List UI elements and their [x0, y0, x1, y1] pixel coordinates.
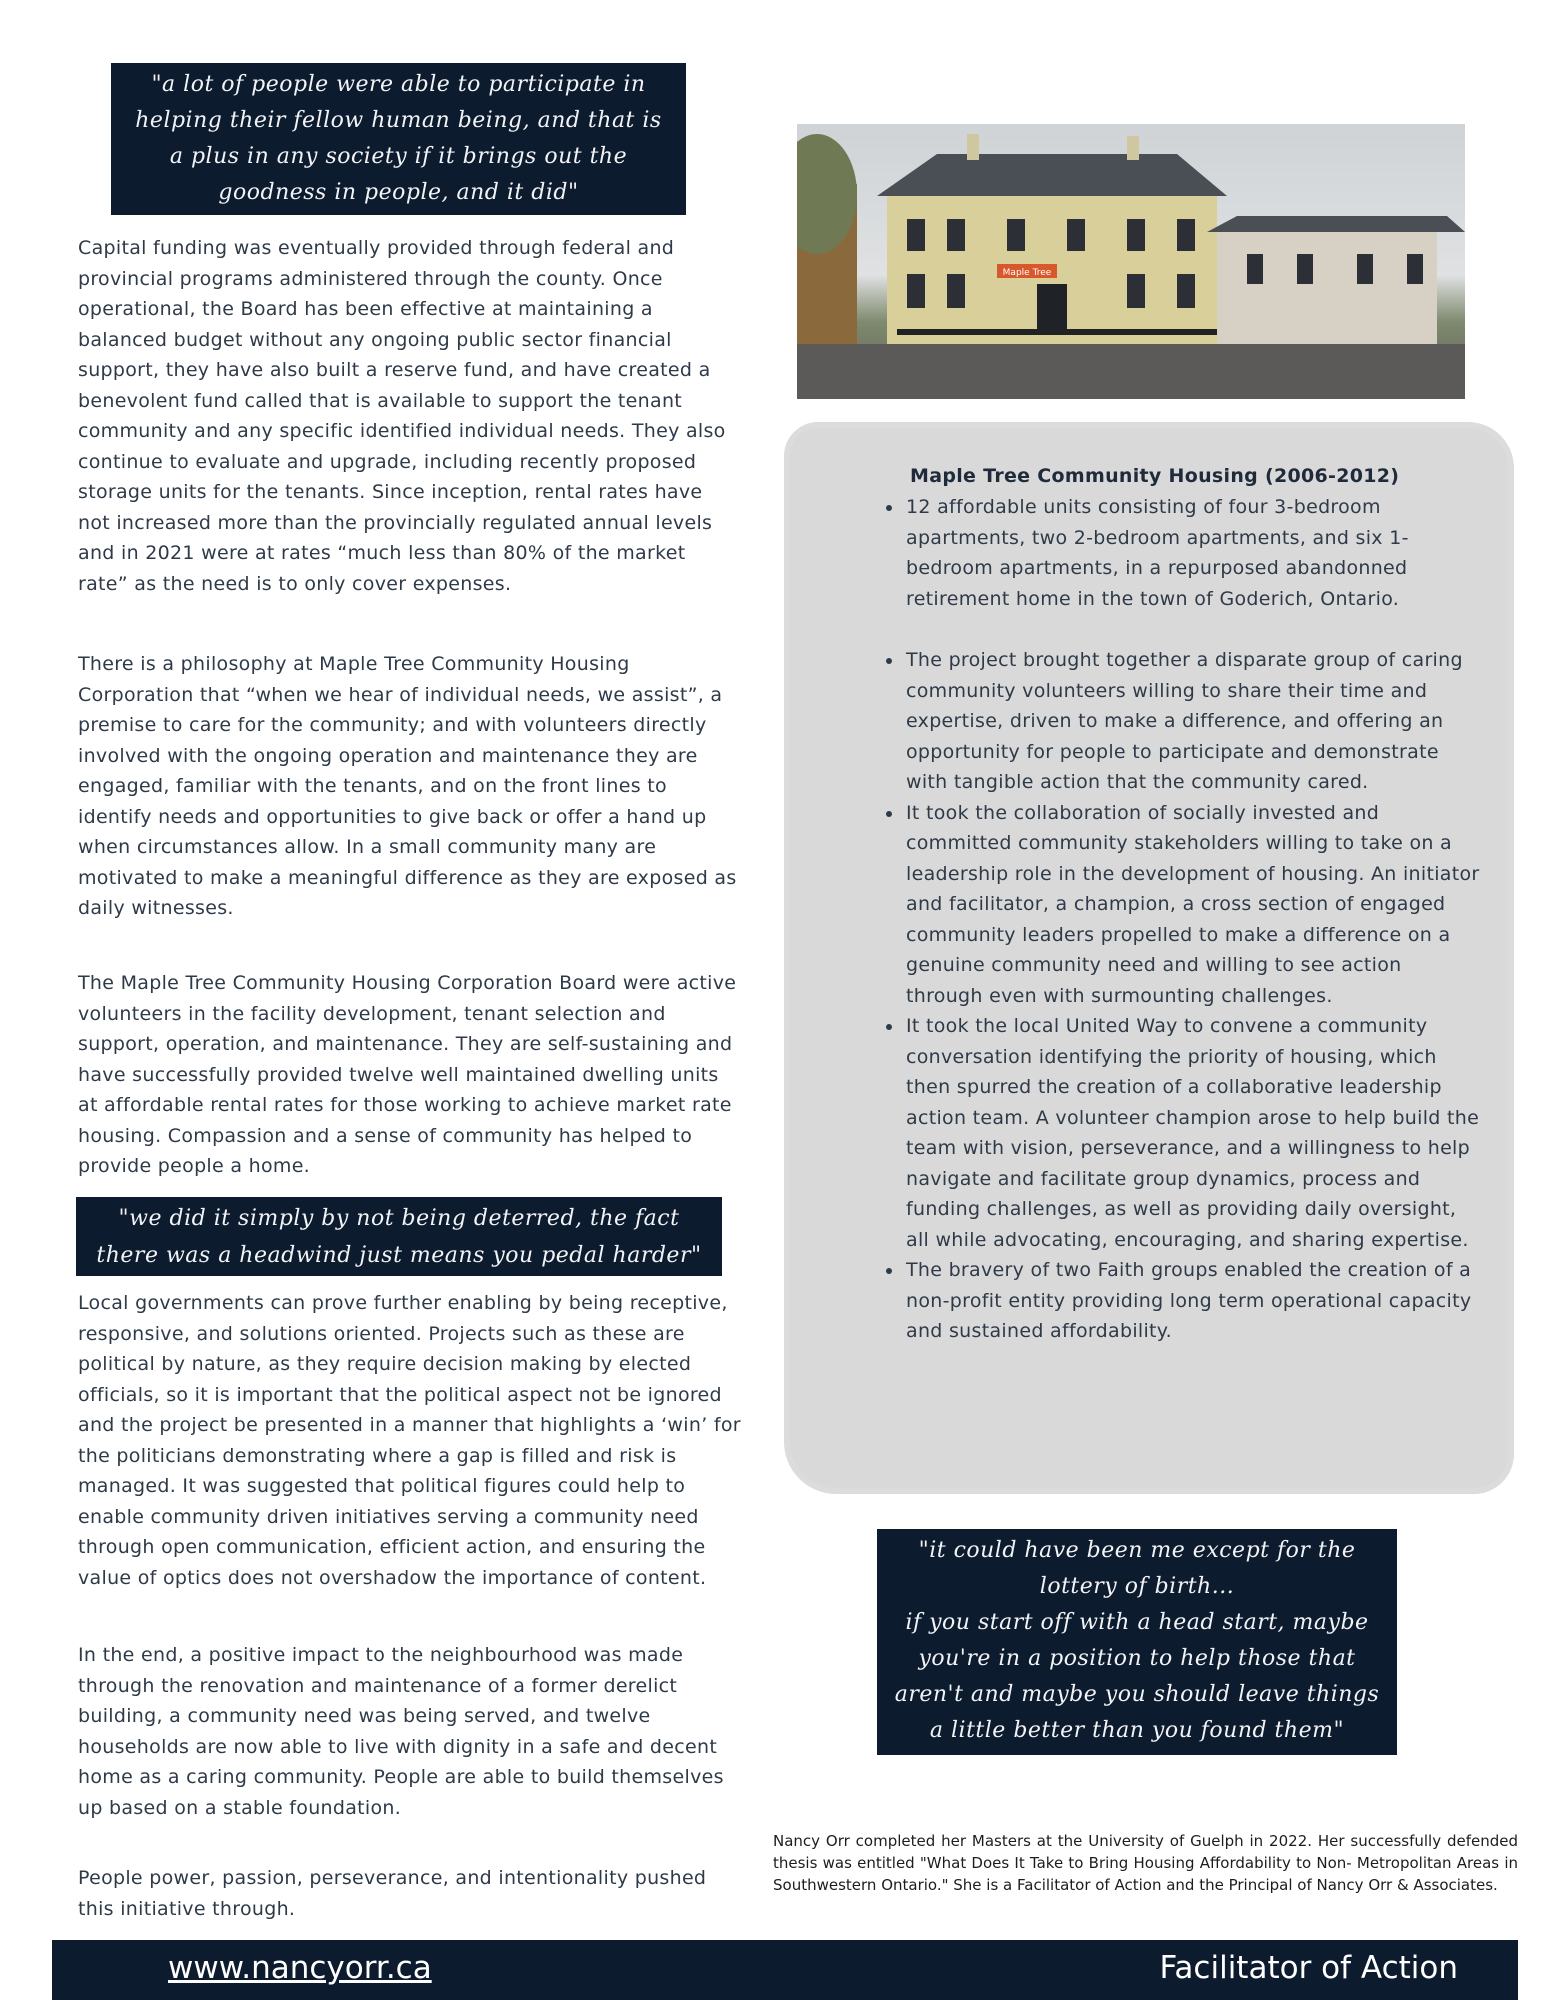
paragraph-philosophy: There is a philosophy at Maple Tree Community Housing Corporation that “when we hear of individual needs, we assist”, a premise to care for the community; and with volunteers directly involved with the ongoing operation and maintenance they are engaged, familiar with the tenants, and on the front lines to identify needs and opportunities to give back or offer a hand up when circumstances allow. In a small community many are motivated to make a meaningful difference as they are exposed as daily witnesses.: [78, 653, 737, 919]
list-item: • The bravery of two Faith groups enabled the creation of a non-profit entity providing long term operational capacity and sustained affordability.: [904, 1255, 1484, 1347]
paragraph-positive-impact: In the end, a positive impact to the neighbourhood was made through the renovation and maintenance of a former derelict building, a community need was being served, and twelve households are now able to live with dignity in a safe and decent home as a caring community. People are able to build themselves up based on a stable foundation.: [78, 1644, 724, 1819]
paragraph-capital-funding: Capital funding was eventually provided through federal and provincial programs administered through the county. Once operational, the Board has been effective at maintaining a balanced budget without any ongoing public sector financial support, they have also built a reserve fund, and have created a benevolent fund called that is available to support the tenant community and any specific identified individual needs. They also continue to evaluate and upgrade, including recently proposed storage units for the tenants. Since inception, rental rates have not increased more than the provincially regulated annual levels and in 2021 were at rates “much less than 80% of the market rate” as the need is to only cover expenses.: [78, 237, 726, 595]
panel-title: Maple Tree Community Housing (2006-2012): [910, 465, 1400, 487]
quote-line: "a lot of people were able to participate in: [151, 72, 646, 97]
list-item: • It took the collaboration of socially invested and committed community stakeholders willing to take on a leadership role in the development of housing. An initiator and facilitator, a champion, a cross section of engaged community leaders propelled to make a difference on a genuine community need and willing to see action through even with surmounting challenges.: [904, 798, 1484, 1012]
quote-line: a plus in any society if it brings out the: [169, 144, 628, 169]
quote-line: helping their fellow human being, and that is: [135, 108, 662, 133]
footer-tagline: Facilitator of Action: [1159, 1950, 1458, 1986]
paragraph-local-governments: Local governments can prove further enabling by being receptive, responsive, and solutions oriented. Projects such as these are political by nature, as they require decision making by elected officials, so it is important that the political aspect not be ignored and the project be presented in a manner that highlights a ‘win’ for the politicians demonstrating where a gap is filled and risk is managed. It was suggested that political figures could help to enable community driven initiatives serving a community need through open communication, efficient action, and ensuring the value of optics does not overshadow the importance of content.: [78, 1292, 741, 1589]
building-illustration: [797, 124, 1465, 399]
quote-line: there was a headwind just means you pedal harder": [96, 1243, 702, 1268]
paragraph-board: The Maple Tree Community Housing Corporation Board were active volunteers in the facility development, tenant selection and support, operation, and maintenance. They are self-sustaining and have successfully provided twelve well maintained dwelling units at affordable rental rates for those working to achieve market rate housing. Compassion and a sense of community has helped to provide people a home.: [78, 972, 737, 1177]
pull-quote-lottery-of-birth: [877, 1529, 1397, 1755]
pull-quote-headwind: [76, 1197, 722, 1276]
quote-line: lottery of birth...: [1039, 1574, 1235, 1599]
list-item: • It took the local United Way to convene a community conversation identifying the priority of housing, which then spurred the creation of a collaborative leadership action team. A volunteer champion arose to help build the team with vision, perseverance, and a willingness to help navigate and facilitate group dynamics, process and funding challenges, as well as providing daily oversight, all while advocating, encouraging, and sharing expertise.: [904, 1011, 1484, 1255]
quote-line: "we did it simply by not being deterred, the fact: [118, 1206, 680, 1231]
unit-summary-list: [872, 492, 1484, 614]
chimney: [1127, 136, 1139, 160]
side-wing: [1217, 229, 1437, 344]
railing: [897, 329, 1217, 335]
door: [1037, 284, 1067, 334]
quote-line: aren't and maybe you should leave things: [894, 1682, 1380, 1707]
website-link[interactable]: www.nancyorr.ca: [168, 1950, 432, 1986]
list-item: • 12 affordable units consisting of four 3-bedroom apartments, two 2-bedroom apartments, and six 1-bedroom apartments, in a repurposed abandonned retirement home in the town of Goderich, Ontario.: [904, 492, 1484, 614]
quote-line: you're in a position to help those that: [918, 1646, 1356, 1671]
footer-bar: [52, 1940, 1518, 2000]
pull-quote-participate: [111, 63, 686, 215]
sign-text: Maple Tree: [1002, 268, 1052, 278]
quote-line: "it could have been me except for the: [918, 1538, 1356, 1563]
roof: [877, 154, 1227, 196]
lessons-list: [872, 645, 1484, 1347]
quote-line: if you start off with a head start, maybe: [905, 1610, 1369, 1635]
author-bio: Nancy Orr completed her Masters at the University of Guelph in 2022. Her successfully defended thesis was entitled "What Does It Take to Bring Housing Affordability to Non- Metropolitan Areas in Southwestern Ontario." She is a Facilitator of Action and the Principal of Nancy Orr & Associates.: [773, 1832, 1518, 1894]
list-item: • The project brought together a disparate group of caring community volunteers willing to share their time and expertise, driven to make a difference, and offering an opportunity for people to participate and demonstrate with tangible action that the community cared.: [904, 645, 1484, 798]
building-photo: [797, 124, 1465, 399]
paragraph-people-power: People power, passion, perseverance, and intentionality pushed this initiative through.: [78, 1867, 707, 1920]
quote-line: a little better than you found them": [929, 1718, 1345, 1743]
parking-lot: [797, 344, 1465, 399]
quote-line: goodness in people, and it did": [218, 180, 579, 205]
side-roof: [1207, 216, 1465, 232]
chimney: [967, 134, 979, 160]
